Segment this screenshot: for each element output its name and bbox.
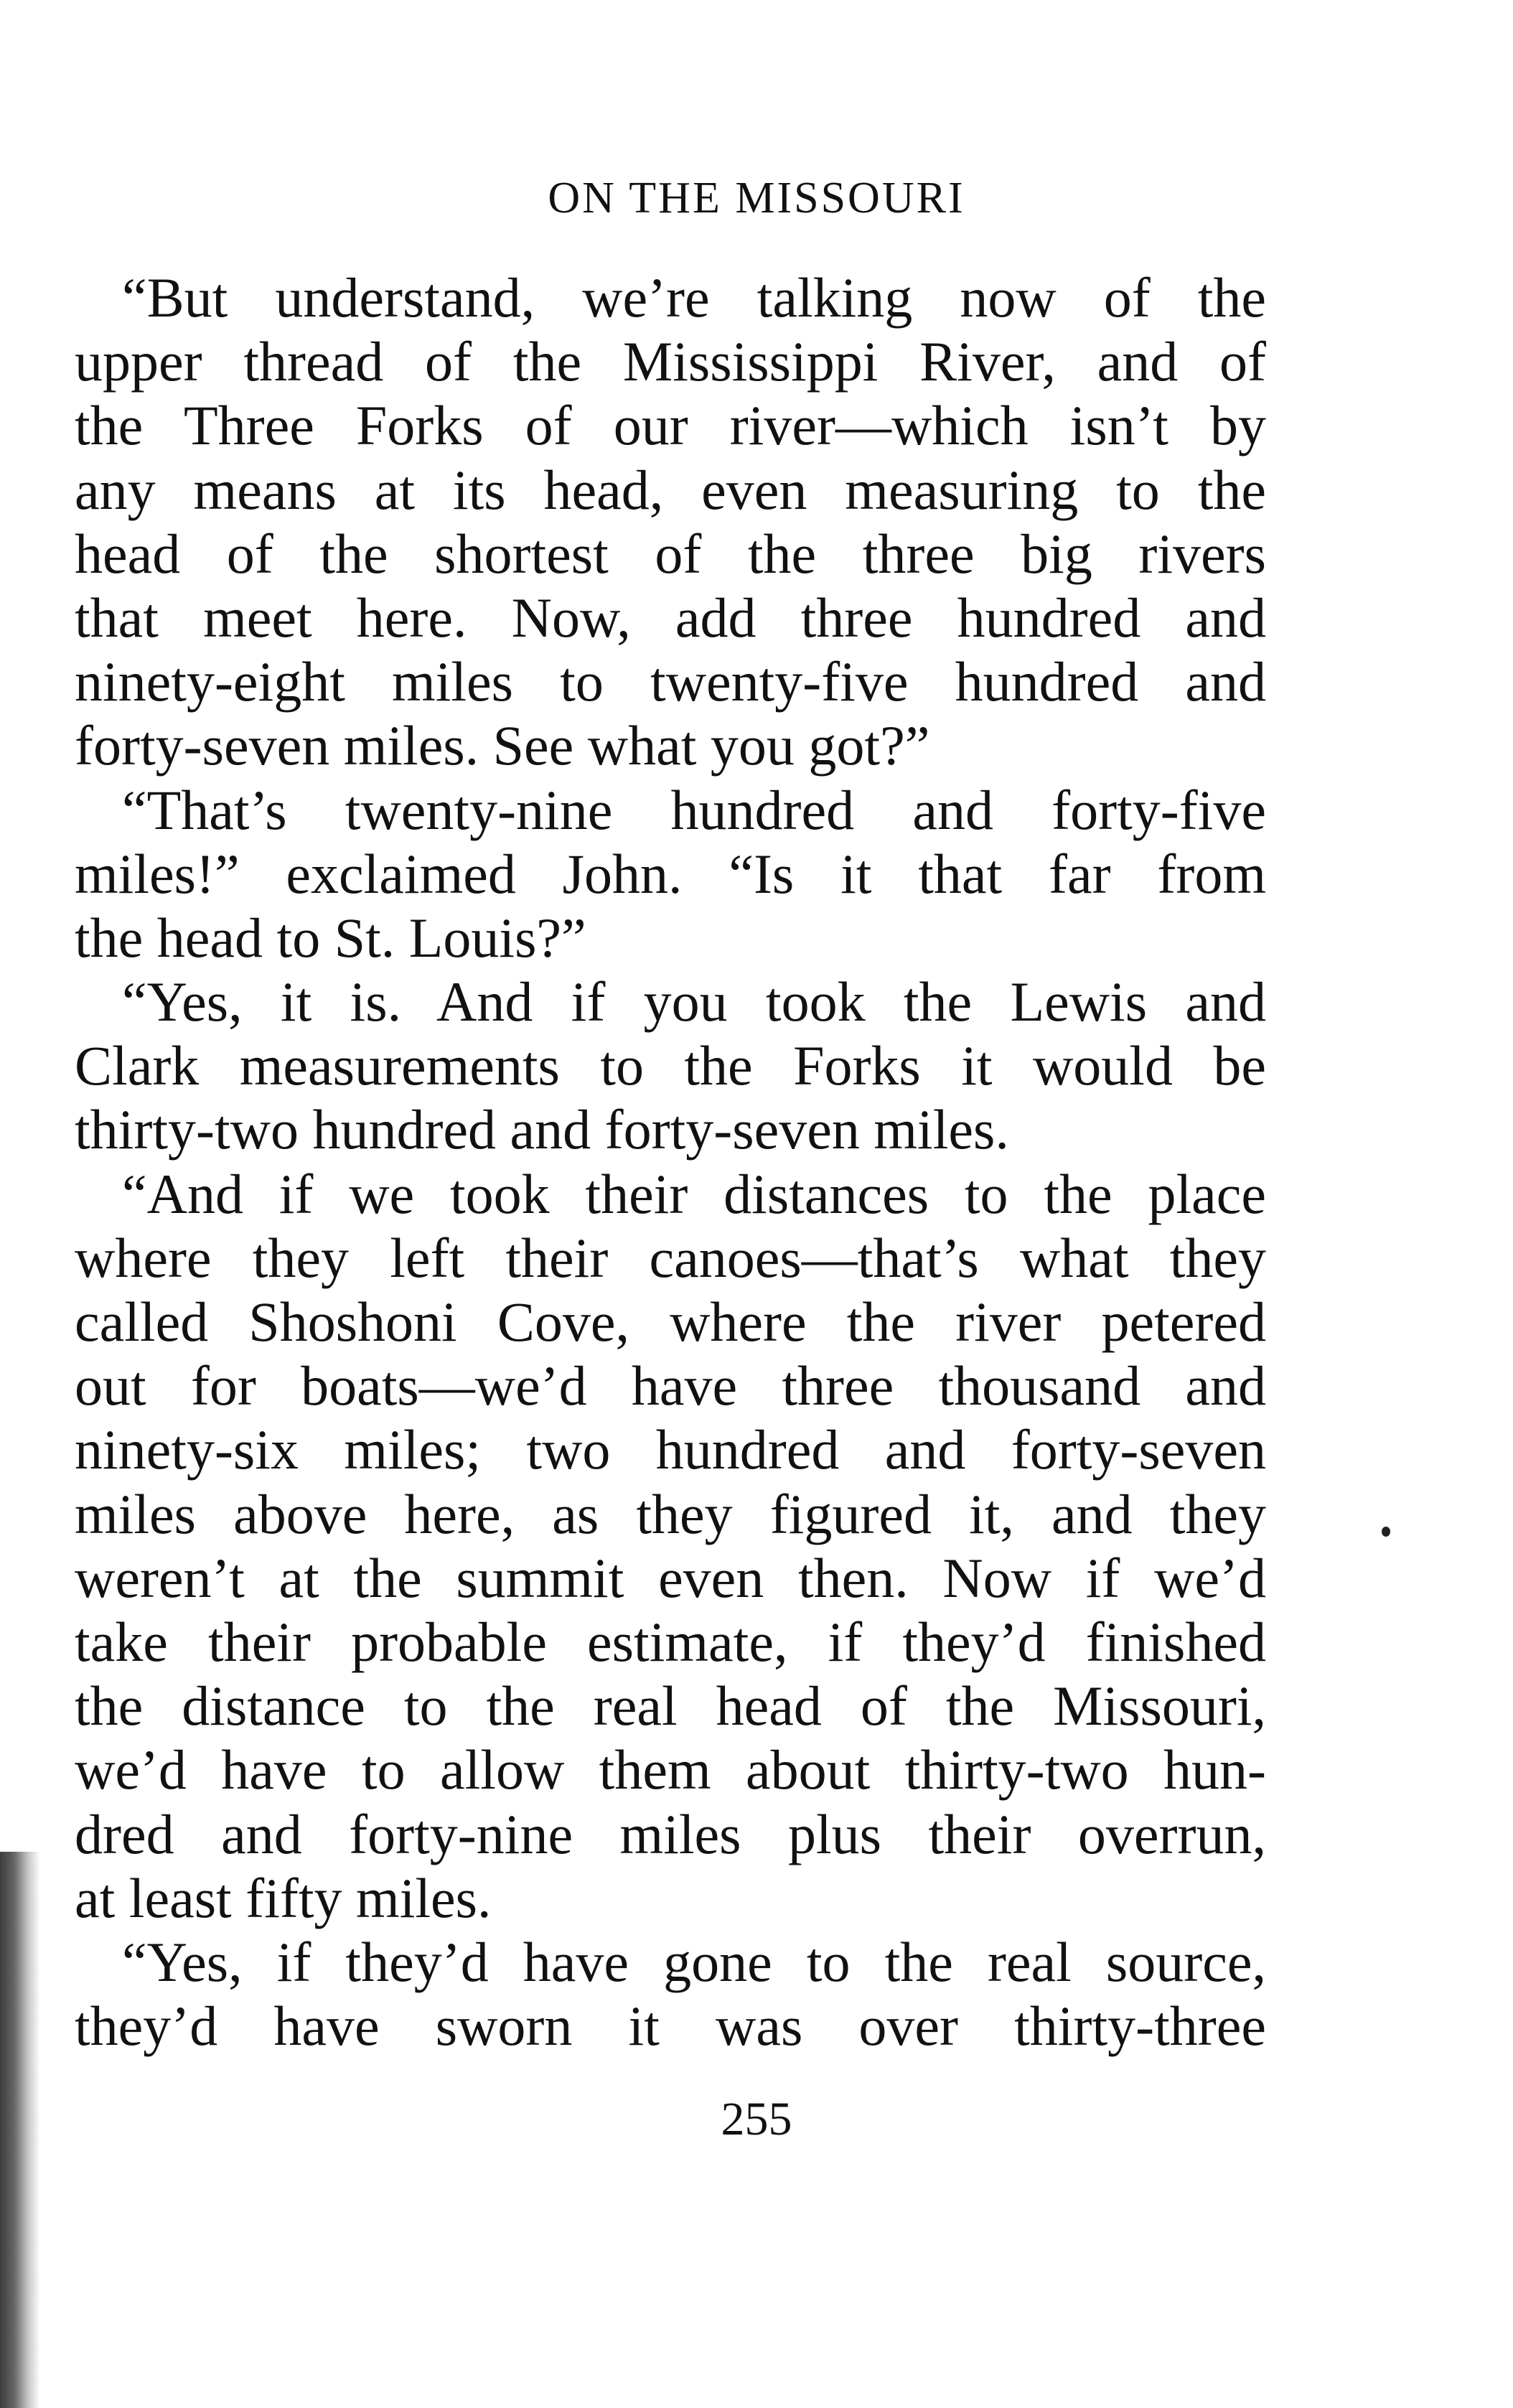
- text-line: out for boats—we’d have three thousand and: [75, 1354, 1266, 1418]
- text-line: “Yes, it is. And if you took the Lewis and: [122, 970, 1266, 1034]
- text-line: called Shoshoni Cove, where the river petered: [75, 1290, 1266, 1353]
- text-line: thirty-two hundred and forty-seven miles.: [75, 1098, 1009, 1161]
- text-line: ninety-six miles; two hundred and forty-seven: [75, 1418, 1266, 1481]
- text-line: “That’s twenty-nine hundred and forty-five: [122, 778, 1266, 841]
- page-body-text: [75, 266, 1266, 2058]
- text-line: “And if we took their distances to the place: [122, 1162, 1266, 1225]
- text-line: weren’t at the summit even then. Now if we’d: [75, 1546, 1266, 1609]
- book-binding-shadow: [0, 1852, 40, 2408]
- text-line: “But understand, we’re talking now of the: [122, 266, 1266, 329]
- text-line: ninety-eight miles to twenty-five hundred and: [75, 650, 1266, 713]
- page-number: 255: [721, 2093, 792, 2145]
- text-line: the Three Forks of our river—which isn’t by: [75, 394, 1266, 457]
- text-line: that meet here. Now, add three hundred and: [75, 586, 1266, 649]
- text-line: head of the shortest of the three big rivers: [75, 522, 1266, 585]
- text-line: the head to St. Louis?”: [75, 906, 586, 969]
- running-head: ON THE MISSOURI: [548, 174, 965, 222]
- text-line: the distance to the real head of the Missouri,: [75, 1674, 1266, 1738]
- text-line: we’d have to allow them about thirty-two hun-: [75, 1738, 1266, 1802]
- text-line: Clark measurements to the Forks it would be: [75, 1034, 1266, 1097]
- text-line: they’d have sworn it was over thirty-three: [75, 1995, 1266, 2058]
- text-line: forty-seven miles. See what you got?”: [75, 714, 930, 777]
- text-line: at least fifty miles.: [75, 1866, 492, 1929]
- text-line: upper thread of the Mississippi River, and of: [75, 330, 1266, 393]
- text-line: miles above here, as they figured it, and they: [75, 1482, 1266, 1545]
- text-line: dred and forty-nine miles plus their overrun,: [75, 1802, 1266, 1865]
- text-line: where they left their canoes—that’s what they: [75, 1226, 1266, 1289]
- text-line: miles!” exclaimed John. “Is it that far from: [75, 842, 1266, 905]
- text-line: take their probable estimate, if they’d finished: [75, 1610, 1266, 1673]
- text-line: “Yes, if they’d have gone to the real source,: [122, 1930, 1266, 1993]
- ink-speck: [1382, 1527, 1390, 1537]
- text-line: any means at its head, even measuring to the: [75, 458, 1266, 521]
